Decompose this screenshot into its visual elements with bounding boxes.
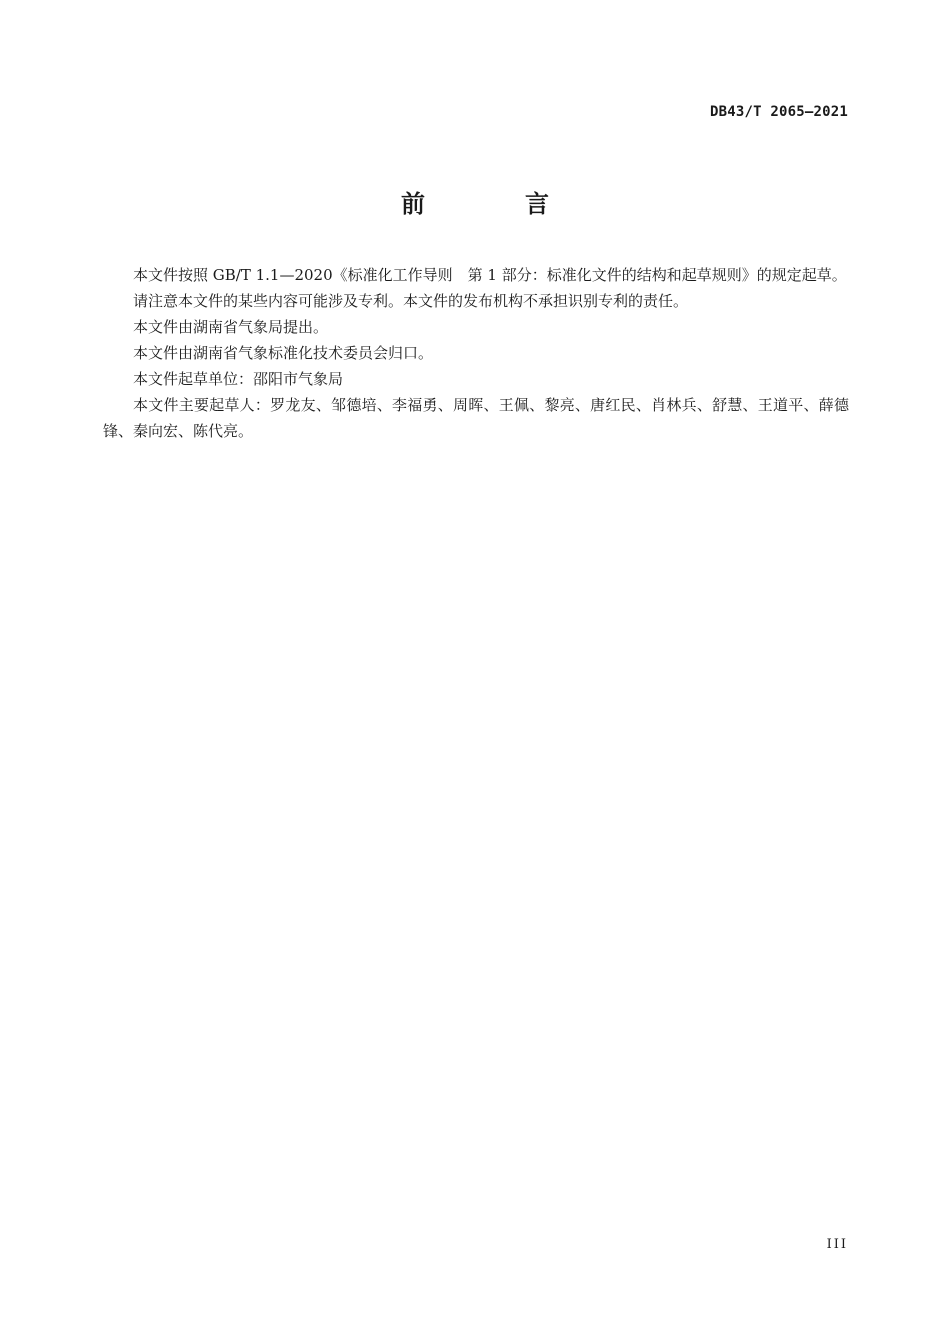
paragraph-drafting-unit: 本文件起草单位：邵阳市气象局	[133, 370, 344, 388]
page-title: 前 言	[401, 190, 587, 218]
document-code: DB43/T 2065—2021	[709, 104, 848, 120]
paragraph-committee: 本文件由湖南省气象标准化技术委员会归口。	[133, 344, 434, 362]
paragraph-patent-notice: 请注意本文件的某些内容可能涉及专利。本文件的发布机构不承担识别专利的责任。	[133, 292, 689, 310]
paragraph-proposer: 本文件由湖南省气象局提出。	[133, 318, 329, 336]
paragraph-drafting-rules: 本文件按照 GB/T 1.1—2020《标准化工作导则 第 1 部分：标准化文件的结构和起草规则》的规定起草。	[133, 266, 847, 284]
foreword-body	[103, 262, 849, 444]
paragraph-drafters: 本文件主要起草人：罗龙友、邹德培、李福勇、周晖、王佩、黎亮、唐红民、肖林兵、舒慧、王道平、薛德锋、秦向宏、陈代亮。	[103, 396, 849, 440]
page-number: III	[826, 1237, 848, 1252]
